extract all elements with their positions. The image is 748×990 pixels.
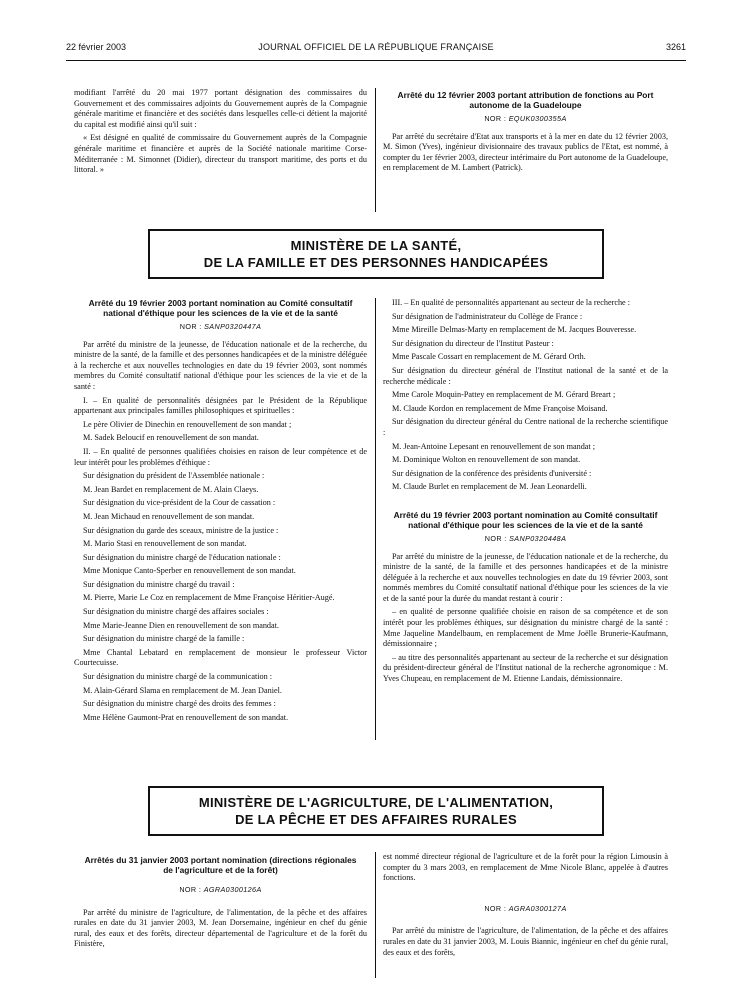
paragraph: M. Jean Michaud en renouvellement de son mandat.: [83, 511, 255, 521]
nor-reference: [383, 114, 668, 125]
paragraph: Sur désignation du ministre chargé de la famille :: [83, 634, 245, 644]
paragraph: Par arrêté du ministre de la jeunesse, de l'éducation nationale et de la recherche, du ministre de la santé, de la famille et des personnes handicapées et de la ministre déléguée à la recherche et aux nouvelles technologies en date du 19 février 2003, sont nommés membres du Comité consultatif national d'éthique pour les sciences de la vie et de la santé pour la durée du mandat restant à courir :: [383, 551, 668, 603]
paragraph: « Est désigné en qualité de commissaire du Gouvernement auprès de la Compagnie générale maritime et financière et auprès de la Société nationale maritime Corse-Méditerranée : M. Simonnet (Didier), directeur du transport maritime, des ports et du littoral. »: [74, 133, 367, 175]
arrete-c-right-column: [383, 852, 668, 961]
ministry-line-2: DE LA FAMILLE ET DES PERSONNES HANDICAPÉES: [203, 255, 549, 270]
paragraph: Sur désignation du vice-président de la Cour de cassation :: [83, 498, 276, 508]
paragraph: Mme Pascale Cossart en remplacement de M. Gérard Orth.: [392, 352, 586, 362]
paragraph: M. Dominique Wolton en renouvellement de son mandat.: [392, 455, 581, 465]
paragraph: Le père Olivier de Dinechin en renouvellement de son mandat ;: [83, 419, 292, 429]
paragraph: Sur désignation du directeur de l'Institut Pasteur :: [392, 338, 554, 348]
paragraph: Sur désignation de l'administrateur du Collège de France :: [392, 311, 583, 321]
ministry-heading-agriculture: [148, 786, 604, 836]
paragraph: Mme Chantal Lebatard en remplacement de monsieur le professeur Victor Courtecuisse.: [74, 647, 367, 668]
article-title: Arrêtés du 31 janvier 2003 portant nomination (directions régionales de l'agriculture et de la forêt): [84, 855, 357, 875]
paragraph: Sur désignation du ministre chargé du travail :: [83, 579, 235, 589]
ministry-line-2: DE LA PÊCHE ET DES AFFAIRES RURALES: [235, 812, 517, 827]
header-date: 22 février 2003: [66, 42, 127, 52]
paragraph: modifiant l'arrêté du 20 mai 1977 portant désignation des commissaires du Gouvernement et des commissaires adjoints du Gouvernement auprès de la Compagnie générale maritime et financière et des sociétés dans lesquelles celle-ci détient la majorité du capital est modifié ainsi qu'il suit :: [74, 88, 367, 129]
nor-label: NOR :: [484, 114, 507, 123]
ministry-line-1: MINISTÈRE DE LA SANTÉ,: [290, 238, 462, 253]
paragraph: Sur désignation de la conférence des présidents d'université :: [392, 468, 592, 478]
nor-label: NOR :: [179, 885, 202, 894]
article-title: Arrêté du 19 février 2003 portant nomination au Comité consultatif national d'éthique pour les sciences de la vie et de la santé: [88, 298, 353, 318]
ministry-line-1: MINISTÈRE DE L'AGRICULTURE, DE L'ALIMENTATION,: [198, 795, 554, 810]
page-number: 3261: [665, 42, 686, 52]
page-header: [66, 42, 686, 58]
nor-label: NOR :: [484, 903, 507, 913]
paragraph: M. Jean-Antoine Lepesant en renouvellement de son mandat ;: [392, 441, 596, 451]
paragraph: M. Sadek Beloucif en renouvellement de son mandat.: [83, 433, 259, 443]
paragraph: M. Mario Stasi en renouvellement de son mandat.: [83, 539, 247, 549]
paragraph: Par arrêté du ministre de l'agriculture, de l'alimentation, de la pêche et des affaires rurales en date du 31 janvier 2003, M. Louis Biannic, ingénieur en chef du génie rural, des eaux et des forêts,: [383, 926, 668, 957]
paragraph: Sur désignation du président de l'Assemblée nationale :: [83, 471, 265, 481]
nor-code: SANP0320448A: [509, 533, 567, 543]
paragraph: M. Alain-Gérard Slama en remplacement de M. Jean Daniel.: [83, 685, 282, 695]
paragraph: III. – En qualité de personnalités appartenant au secteur de la recherche :: [392, 298, 631, 307]
arrete-c-left-column: [74, 855, 367, 953]
nor-code: AGRA0300127A: [508, 903, 567, 913]
nor-label: NOR :: [179, 322, 202, 331]
nor-code: SANP0320447A: [204, 322, 262, 331]
top-left-column: [74, 88, 367, 179]
paragraph: I. – En qualité de personnalités désignées par le Président de la République appartenant aux principales familles philosophiques et spirituelles :: [74, 395, 367, 416]
nor-reference: [383, 904, 668, 915]
paragraph: M. Claude Burlet en remplacement de M. Jean Leonardelli.: [392, 482, 587, 492]
paragraph: Sur désignation du ministre chargé des affaires sociales :: [83, 607, 269, 617]
paragraph: Par arrêté du ministre de la jeunesse, de l'éducation nationale et de la recherche, du ministre de la santé, de la famille et des personnes handicapées et de la ministre déléguée à la recherche et aux nouvelles technologies en date du 19 février 2003, sont nommés membres du Comité consultatif national d'éthique pour les sciences de la vie et de la santé :: [74, 339, 367, 391]
paragraph: M. Pierre, Marie Le Coz en remplacement de Mme Françoise Héritier-Augé.: [83, 593, 335, 603]
nor-reference: [383, 534, 668, 545]
column-divider: [375, 88, 376, 212]
nor-reference: [74, 322, 367, 333]
nor-reference: [74, 885, 367, 896]
nor-code: EQUK0300355A: [508, 114, 567, 123]
paragraph: Sur désignation du ministre chargé de la communication :: [83, 672, 273, 682]
paragraph: M. Jean Bardet en remplacement de M. Alain Claeys.: [83, 484, 259, 494]
nor-code: AGRA0300126A: [203, 885, 262, 894]
dash-item: – au titre des personnalités appartenant au secteur de la recherche et sur désignation du président-directeur général de l'Institut national de la recherche agronomique : M. Yves Chupeau, en remplacement de M. Etienne Landais, démissionnaire.: [383, 652, 668, 684]
nor-label: NOR :: [484, 533, 507, 543]
article-title: Arrêté du 19 février 2003 portant nomination au Comité consultatif national d'éthique pour les sciences de la vie et de la santé: [393, 509, 658, 530]
paragraph: Par arrêté du ministre de l'agriculture, de l'alimentation, de la pêche et des affaires rurales en date du 31 janvier 2003, M. Jean Dorsemaine, ingénieur en chef du génie rural, des eaux et des forêts, directeur départemental de l'agriculture et de la forêt du Finistère,: [74, 907, 367, 949]
paragraph: M. Claude Kordon en remplacement de Mme Françoise Moisand.: [392, 403, 608, 413]
paragraph: Sur désignation du directeur général de l'Institut national de la santé et de la recherche médicale :: [383, 365, 668, 386]
paragraph: Sur désignation du garde des sceaux, ministre de la justice :: [83, 525, 279, 535]
column-divider: [375, 298, 376, 740]
arrete-a-left-column: [74, 298, 367, 726]
paragraph: Mme Carole Moquin-Pattey en remplacement de M. Gérard Breart ;: [392, 390, 616, 400]
ministry-heading-sante: [148, 229, 604, 279]
paragraph: Sur désignation du ministre chargé des droits des femmes :: [83, 699, 276, 709]
paragraph: Mme Monique Canto-Sperber en renouvellement de son mandat.: [83, 566, 296, 576]
paragraph: Par arrêté du secrétaire d'Etat aux transports et à la mer en date du 12 février 2003, M. Simon (Yves), ingénieur divisionnaire des travaux publics de l'Etat, est nommé, à compter du 1er février 2003, directeur intérimaire du Port autonome de la Guadeloupe, en remplacement de M. Lambert (Patrick).: [383, 131, 668, 173]
paragraph: Mme Mireille Delmas-Marty en remplacement de M. Jacques Bouveresse.: [392, 325, 637, 335]
journal-title: JOURNAL OFFICIEL DE LA RÉPUBLIQUE FRANÇAISE: [258, 42, 494, 52]
paragraph: Sur désignation du ministre chargé de l'éducation nationale :: [83, 552, 281, 562]
column-divider: [375, 852, 376, 978]
paragraph: II. – En qualité de personnes qualifiées choisies en raison de leur compétence et de leur intérêt pour les problèmes d'éthique :: [74, 446, 367, 467]
paragraph: Mme Hélène Gaumont-Prat en renouvellement de son mandat.: [83, 712, 289, 722]
arrete-a-right-column: [383, 298, 668, 688]
header-rule: [66, 60, 686, 61]
paragraph: Sur désignation du directeur général du Centre national de la recherche scientifique :: [383, 417, 668, 437]
top-right-column: [383, 90, 668, 177]
article-title: Arrêté du 12 février 2003 portant attribution de fonctions au Port autonome de la Guadeloupe: [397, 90, 654, 110]
dash-item: – en qualité de personne qualifiée choisie en raison de sa compétence et de son intérêt pour les problèmes éthiques, sur désignation du ministre chargé de la santé : Mme Jaqueline Mandelbaum, en remplacement de Mme Joëlle Brunerie-Kaufmann, démissionnaire ;: [383, 607, 668, 649]
paragraph: Mme Marie-Jeanne Dien en renouvellement de son mandat.: [83, 620, 279, 630]
paragraph: est nommé directeur régional de l'agriculture et de la forêt pour la région Limousin à compter du 3 mars 2003, en remplacement de Mme Nicole Blanc, appelée à d'autres fonctions.: [383, 852, 668, 883]
